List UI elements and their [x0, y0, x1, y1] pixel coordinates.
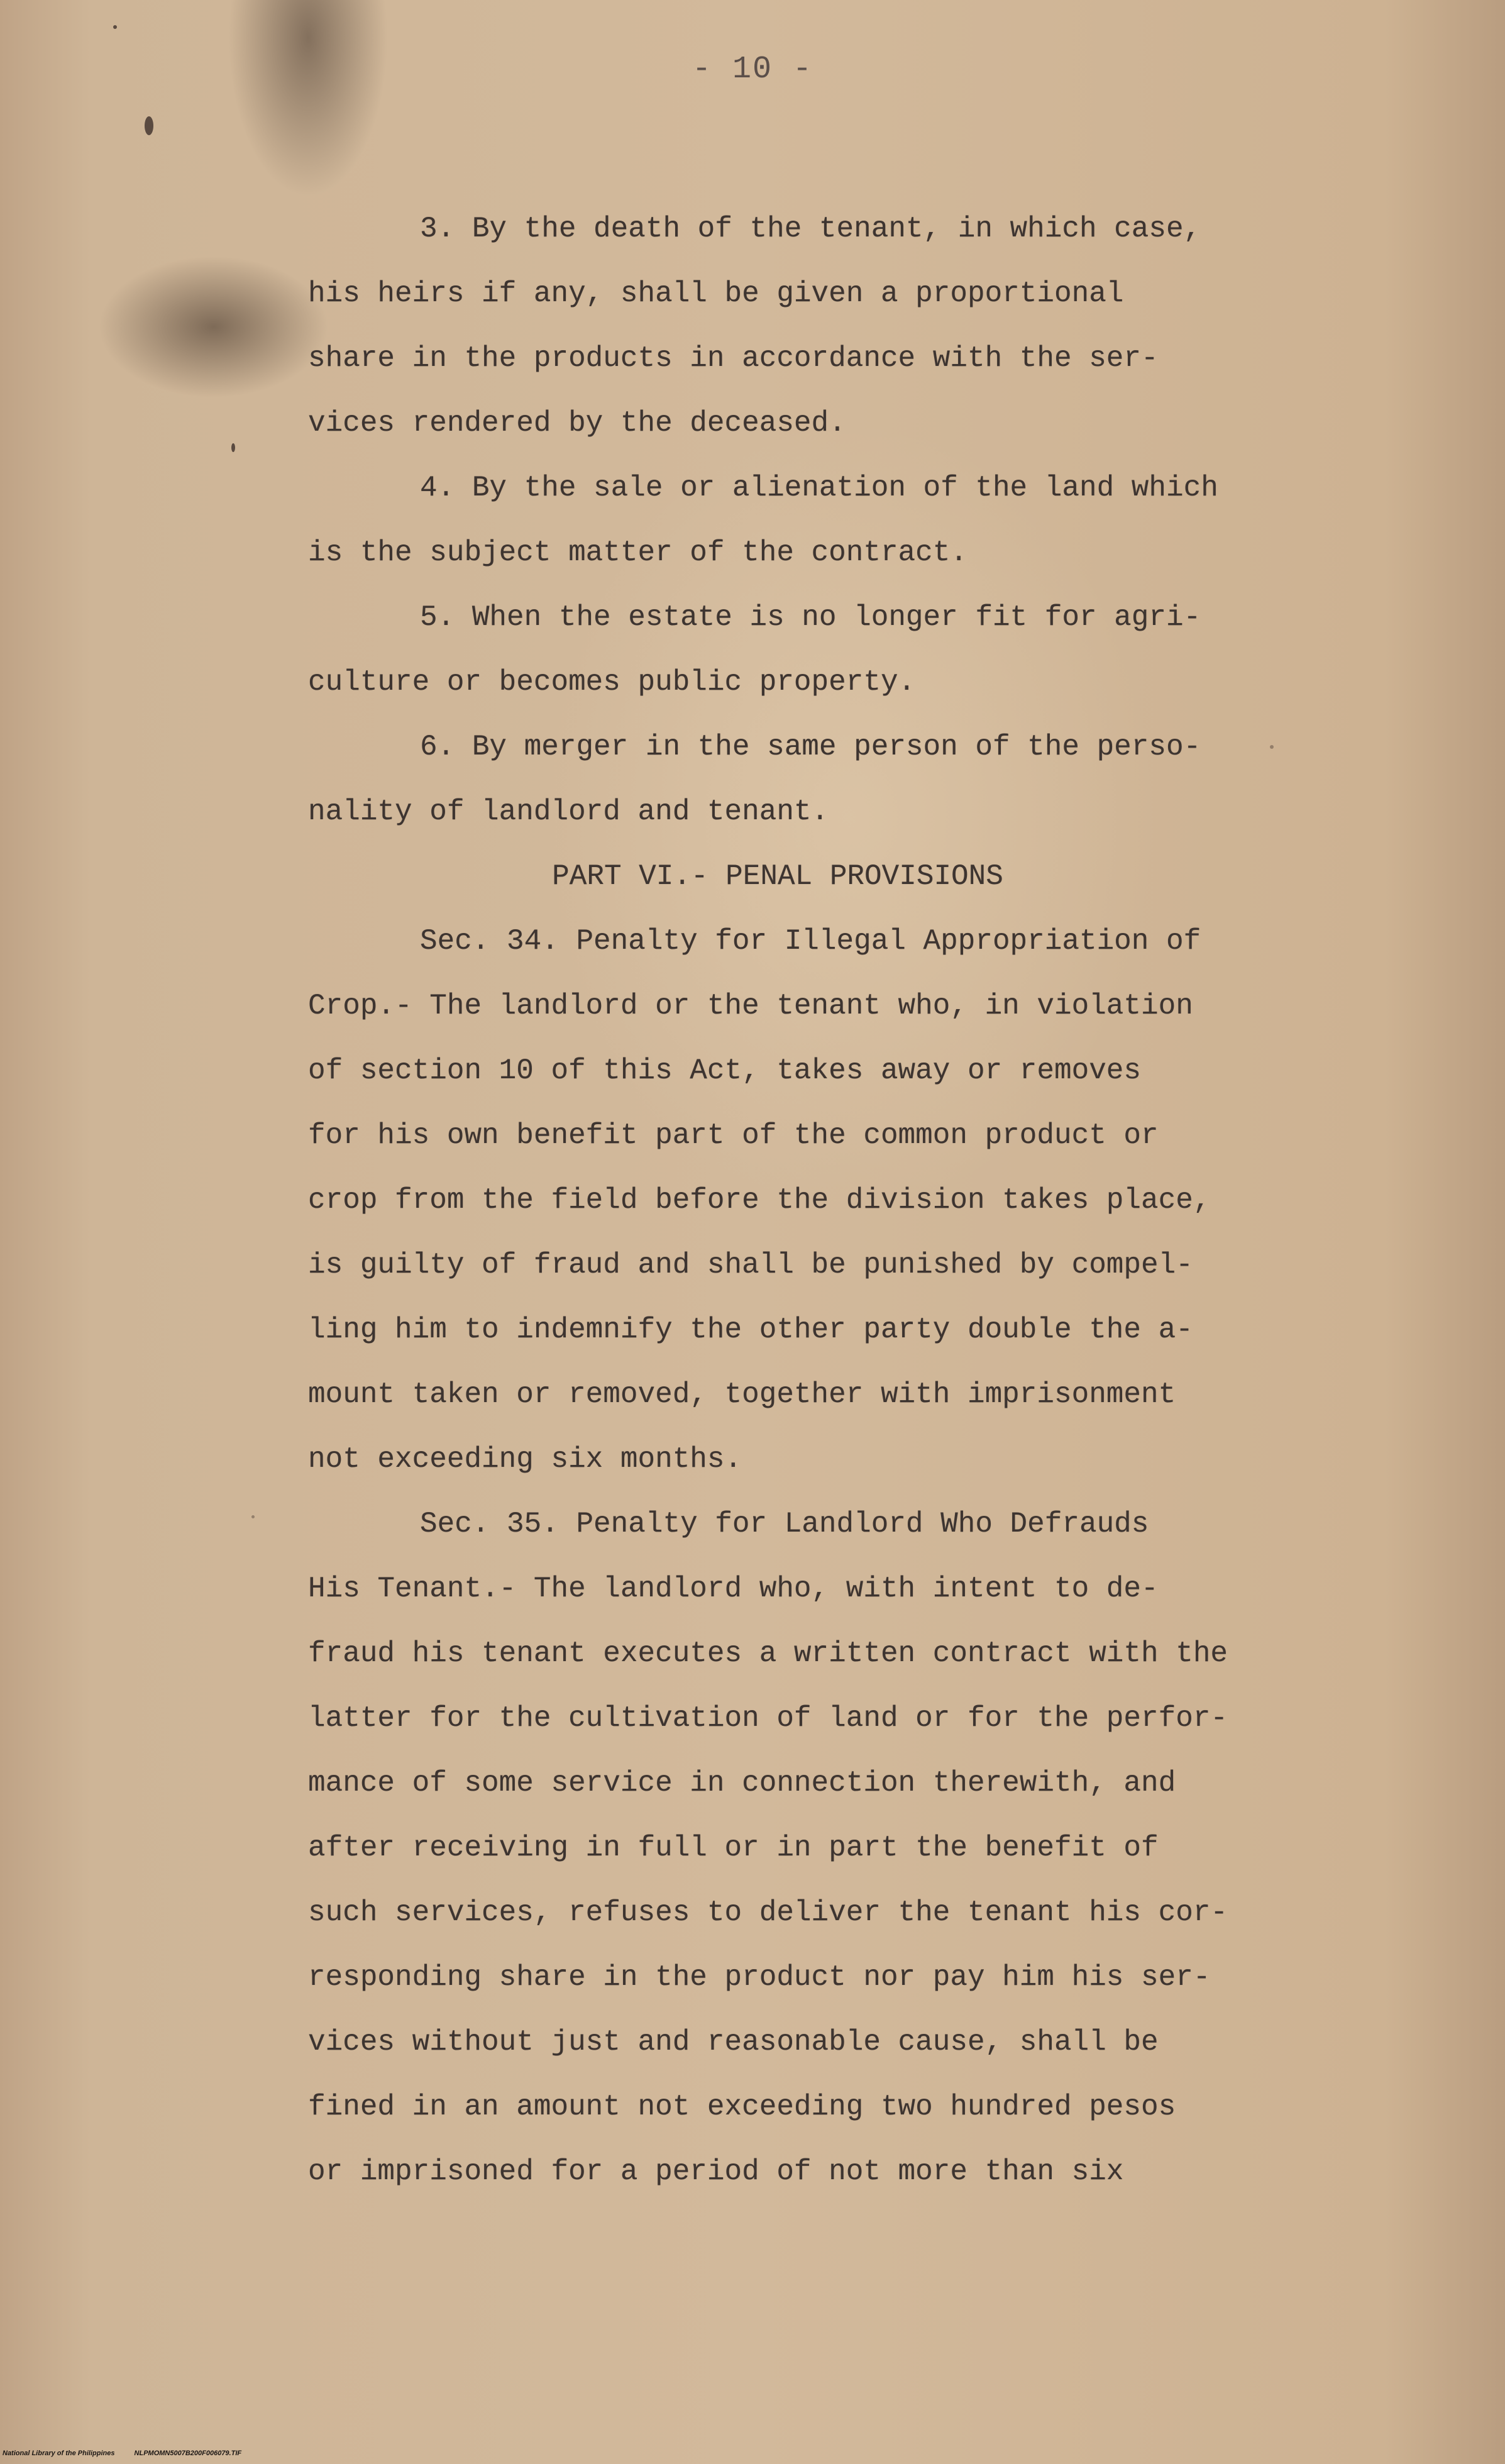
archive-footer: [3, 2450, 259, 2457]
paper-speck: [145, 116, 153, 135]
text-line: vices without just and reasonable cause, shall be: [308, 2026, 1159, 2058]
text-line: mount taken or removed, together with imprisonment: [308, 1378, 1176, 1411]
text-line: is guilty of fraud and shall be punished by compel-: [308, 1249, 1193, 1281]
text-line: fined in an amount not exceeding two hundred pesos: [308, 2091, 1176, 2123]
text-line: Sec. 35. Penalty for Landlord Who Defrauds: [420, 1508, 1149, 1540]
text-line: nality of landlord and tenant.: [308, 795, 829, 828]
text-line: share in the products in accordance with the ser-: [308, 342, 1159, 375]
text-line: ling him to indemnify the other party double the a-: [308, 1313, 1193, 1346]
text-line: fraud his tenant executes a written contract with the: [308, 1637, 1228, 1670]
text-line: of section 10 of this Act, takes away or removes: [308, 1054, 1142, 1087]
text-line: is the subject matter of the contract.: [308, 536, 968, 569]
text-line: vices rendered by the deceased.: [308, 407, 846, 439]
paper-speck: [113, 25, 117, 29]
text-line: crop from the field before the division takes place,: [308, 1184, 1211, 1217]
text-line: 6. By merger in the same person of the perso-: [420, 731, 1201, 763]
text-line: not exceeding six months.: [308, 1443, 742, 1476]
text-line: 5. When the estate is no longer fit for agri-: [420, 601, 1201, 634]
footer-library: National Library of the Philippines: [3, 2450, 115, 2457]
section-heading: PART VI.- PENAL PROVISIONS: [552, 860, 1003, 893]
text-line: Sec. 34. Penalty for Illegal Appropriation of: [420, 925, 1201, 958]
text-line: mance of some service in connection therewith, and: [308, 1767, 1176, 1799]
footer-file-id: NLPMOMN5007B200F006079.TIF: [134, 2450, 242, 2457]
text-line: Crop.- The landlord or the tenant who, in violation: [308, 990, 1193, 1022]
text-line: or imprisoned for a period of not more than six: [308, 2155, 1124, 2188]
text-line: latter for the cultivation of land or for the perfor-: [308, 1702, 1228, 1735]
paper-speck: [251, 1515, 255, 1518]
paper-speck: [231, 443, 235, 452]
text-line: for his own benefit part of the common product or: [308, 1119, 1159, 1152]
text-line: such services, refuses to deliver the tenant his cor-: [308, 1896, 1228, 1929]
text-line: culture or becomes public property.: [308, 666, 916, 699]
text-line: responding share in the product nor pay him his ser-: [308, 1961, 1211, 1994]
paper-speck: [1270, 745, 1274, 749]
text-line: his heirs if any, shall be given a proportional: [308, 277, 1124, 310]
text-line: after receiving in full or in part the benefit of: [308, 1831, 1159, 1864]
text-line: His Tenant.- The landlord who, with intent to de-: [308, 1572, 1159, 1605]
text-line: 4. By the sale or alienation of the land which: [420, 472, 1218, 504]
text-line: 3. By the death of the tenant, in which case,: [420, 213, 1201, 245]
page-number: - 10 -: [692, 52, 813, 87]
